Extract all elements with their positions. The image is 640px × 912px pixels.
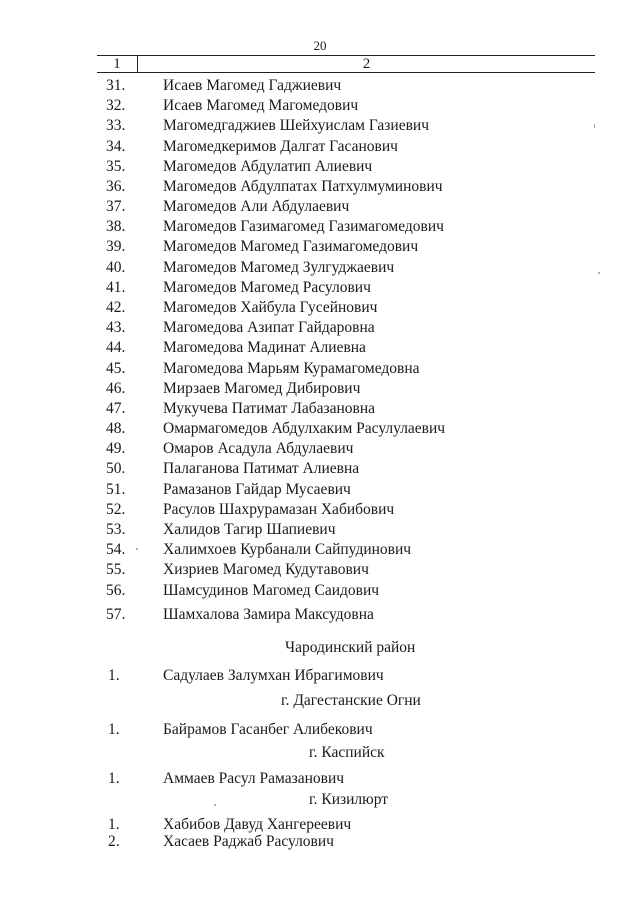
list-item-number: 50. [106, 460, 126, 478]
section-title: г. Каспийск [309, 744, 385, 761]
list-item [0, 278, 640, 298]
list-item-name: Аммаев Расул Рамазанович [163, 770, 345, 787]
list-item [0, 137, 640, 157]
list-item-name: Магомедов Абдулпатах Патхулмуминович [163, 177, 443, 195]
list-item-number: 1. [108, 721, 120, 738]
list-item [0, 96, 640, 116]
list-item-name: Шамсудинов Магомед Саидович [163, 581, 380, 599]
list-item [0, 338, 640, 358]
list-item-number: 43. [106, 319, 126, 337]
section-title: г. Дагестанские Огни [281, 692, 421, 709]
list-item-number: 38. [106, 218, 126, 236]
list-item-number: 32. [106, 97, 126, 115]
list-item-number: 55. [106, 561, 126, 579]
list-item-number: 39. [106, 238, 126, 256]
list-item [0, 157, 640, 177]
list-item-number: 47. [106, 399, 126, 417]
table-header [97, 55, 595, 73]
list-item-number: 49. [106, 440, 126, 458]
list-item-name: Шамхалова Замира Максудовна [163, 605, 374, 623]
list-item [0, 197, 640, 217]
list-item [0, 237, 640, 257]
list-item-name: Омармагомедов Абдулхаким Расулулаевич [163, 420, 446, 438]
section-title: Чародинский район [285, 639, 416, 656]
list-item [0, 500, 640, 520]
list-item [0, 540, 640, 560]
list-item-name: Садулаев Залумхан Ибрагимович [163, 667, 384, 684]
list-item-name: Магомедов Магомед Газимагомедович [163, 238, 419, 256]
section-heading [0, 638, 640, 658]
list-item-name: Магомедова Мадинат Алиевна [163, 339, 366, 357]
section-heading [0, 691, 640, 711]
section-list-item [0, 832, 640, 852]
list-item-name: Хасаев Раджаб Расулович [163, 833, 334, 850]
list-item [0, 605, 640, 625]
list-item-number: 1. [108, 667, 120, 684]
section-list-item [0, 769, 640, 789]
list-item [0, 560, 640, 580]
list-item [0, 76, 640, 96]
list-item-name: Омаров Асадула Абдулаевич [163, 440, 354, 458]
table-header-col1: 1 [113, 56, 121, 72]
list-item-number: 1. [108, 816, 120, 833]
scan-speck [598, 272, 600, 274]
list-item-number: 53. [106, 520, 126, 538]
list-item-name: Исаев Магомед Гаджиевич [163, 77, 342, 94]
table-header-col2: 2 [362, 56, 371, 72]
list-item-name: Байрамов Гасанбег Алибекович [163, 721, 373, 738]
list-item-number: 42. [106, 298, 126, 316]
list-item-name: Мирзаев Магомед Дибирович [163, 379, 361, 397]
list-item-number: 44. [106, 339, 126, 357]
section-list-item [0, 720, 640, 740]
list-item-number: 48. [106, 420, 126, 438]
list-item [0, 520, 640, 540]
list-item-name: Палаганова Патимат Алиевна [163, 460, 360, 478]
scan-speck [214, 804, 216, 806]
section-list-item [0, 666, 640, 686]
list-item-number: 37. [106, 198, 126, 216]
list-item-number: 2. [108, 833, 120, 850]
list-item-number: 1. [108, 770, 120, 787]
list-item-name: Магомедкеримов Далгат Гасанович [163, 137, 398, 155]
list-item [0, 480, 640, 500]
list-item-number: 45. [106, 359, 126, 377]
section-heading [0, 743, 640, 763]
list-item [0, 459, 640, 479]
list-item-name: Магомедов Хайбула Гусейнович [163, 298, 378, 316]
list-item-number: 57. [106, 605, 126, 623]
list-item-name: Хабибов Давуд Хангереевич [163, 816, 352, 833]
list-item-name: Хизриев Магомед Кудутавович [163, 561, 369, 579]
list-item-number: 33. [106, 117, 126, 135]
list-item [0, 359, 640, 379]
list-item [0, 217, 640, 237]
list-item [0, 258, 640, 278]
list-item-name: Халимхоев Курбанали Сайпудинович [163, 541, 412, 559]
list-item-name: Исаев Магомед Магомедович [163, 97, 359, 115]
list-item [0, 116, 640, 136]
list-item [0, 581, 640, 601]
list-item-number: 51. [106, 480, 126, 498]
scan-speck [594, 124, 595, 128]
list-item-number: 31. [106, 77, 126, 94]
list-item-name: Магомедова Азипат Гайдаровна [163, 319, 375, 337]
list-item-number: 52. [106, 500, 126, 518]
list-item [0, 439, 640, 459]
scan-speck [136, 548, 138, 550]
list-item [0, 399, 640, 419]
list-item-name: Магомедов Абдулатип Алиевич [163, 157, 373, 175]
list-item-name: Магомедгаджиев Шейхуислам Газиевич [163, 117, 430, 135]
list-item-name: Магомедов Магомед Расулович [163, 278, 371, 296]
list-item-name: Халидов Тагир Шапиевич [163, 520, 336, 538]
list-item-name: Магомедов Магомед Зулгуджаевич [163, 258, 395, 276]
list-item-name: Магомедов Газимагомед Газимагомедович [163, 218, 444, 236]
list-item-name: Мукучева Патимат Лабазановна [163, 399, 376, 417]
list-item [0, 379, 640, 399]
section-title: г. Кизилюрт [309, 791, 389, 808]
list-item-number: 41. [106, 278, 126, 296]
list-item-number: 34. [106, 137, 126, 155]
list-item [0, 318, 640, 338]
list-item-name: Расулов Шахрурамазан Хабибович [163, 500, 395, 518]
list-item [0, 298, 640, 318]
page-number: 20 [313, 38, 327, 53]
list-item [0, 177, 640, 197]
list-item-number: 46. [106, 379, 126, 397]
list-item-name: Магомедова Марьям Курамагомедовна [163, 359, 420, 377]
list-item-number: 40. [106, 258, 126, 276]
list-item-name: Рамазанов Гайдар Мусаевич [163, 480, 351, 498]
list-item-number: 35. [106, 157, 126, 175]
section-heading [0, 790, 640, 810]
list-item-number: 54. [106, 541, 126, 559]
list-item-number: 56. [106, 581, 126, 599]
list-item [0, 419, 640, 439]
list-item-name: Магомедов Али Абдулаевич [163, 198, 350, 216]
list-item-number: 36. [106, 177, 126, 195]
